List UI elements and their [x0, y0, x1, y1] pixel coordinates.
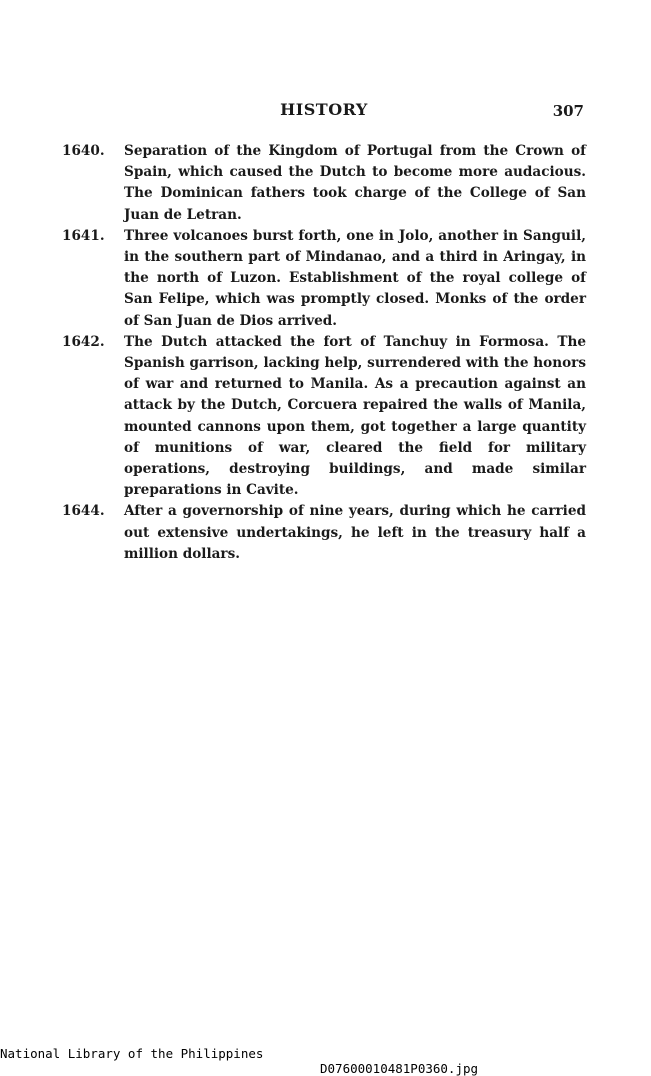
running-title: HISTORY — [280, 100, 368, 119]
chronology-list — [62, 141, 586, 565]
chronology-entry-1642 — [62, 332, 586, 502]
entry-text: Three volcanoes burst forth, one in Jolo, another in Sanguil, in the southern part of Mindanao, and a third in Aringay, in the north of Luzon. Establishment of the royal college of San Felipe, which was promptly closed. Monks of the order of San Juan de Dios arrived. — [124, 227, 586, 329]
image-filename: D07600010481P0360.jpg — [320, 1061, 479, 1076]
chronology-entry-1644 — [62, 501, 586, 565]
entry-year: 1644. — [62, 503, 105, 520]
entry-text: After a governorship of nine years, during which he carried out extensive undertakings, he left in the treasury half a million dollars. — [124, 503, 586, 562]
entry-year: 1641. — [62, 227, 105, 244]
entry-text: The Dutch attacked the fort of Tanchuy in Formosa. The Spanish garrison, lacking help, surrendered with the honors of war and returned to Manila. As a precaution against an attack by the Dutch, Corcuera repaired the walls of Manila, mounted cannons upon them, got together a large quantity of munitions of war, cleared the field for military operations, destroying buildings, and made similar preparations in Cavite. — [124, 333, 586, 499]
entry-year: 1642. — [62, 333, 105, 350]
scan-footer — [0, 1031, 651, 1076]
chronology-entry-1640 — [62, 141, 586, 226]
chronology-entry-1641 — [62, 226, 586, 332]
entry-text: Separation of the Kingdom of Portugal from the Crown of Spain, which caused the Dutch to become more audacious. The Dominican fathers took charge of the College of San Juan de Letran. — [124, 143, 586, 223]
page-header — [60, 100, 588, 124]
library-credit: National Library of the Philippines — [0, 1046, 264, 1061]
entry-year: 1640. — [62, 143, 105, 159]
page-number: 307 — [552, 102, 584, 120]
